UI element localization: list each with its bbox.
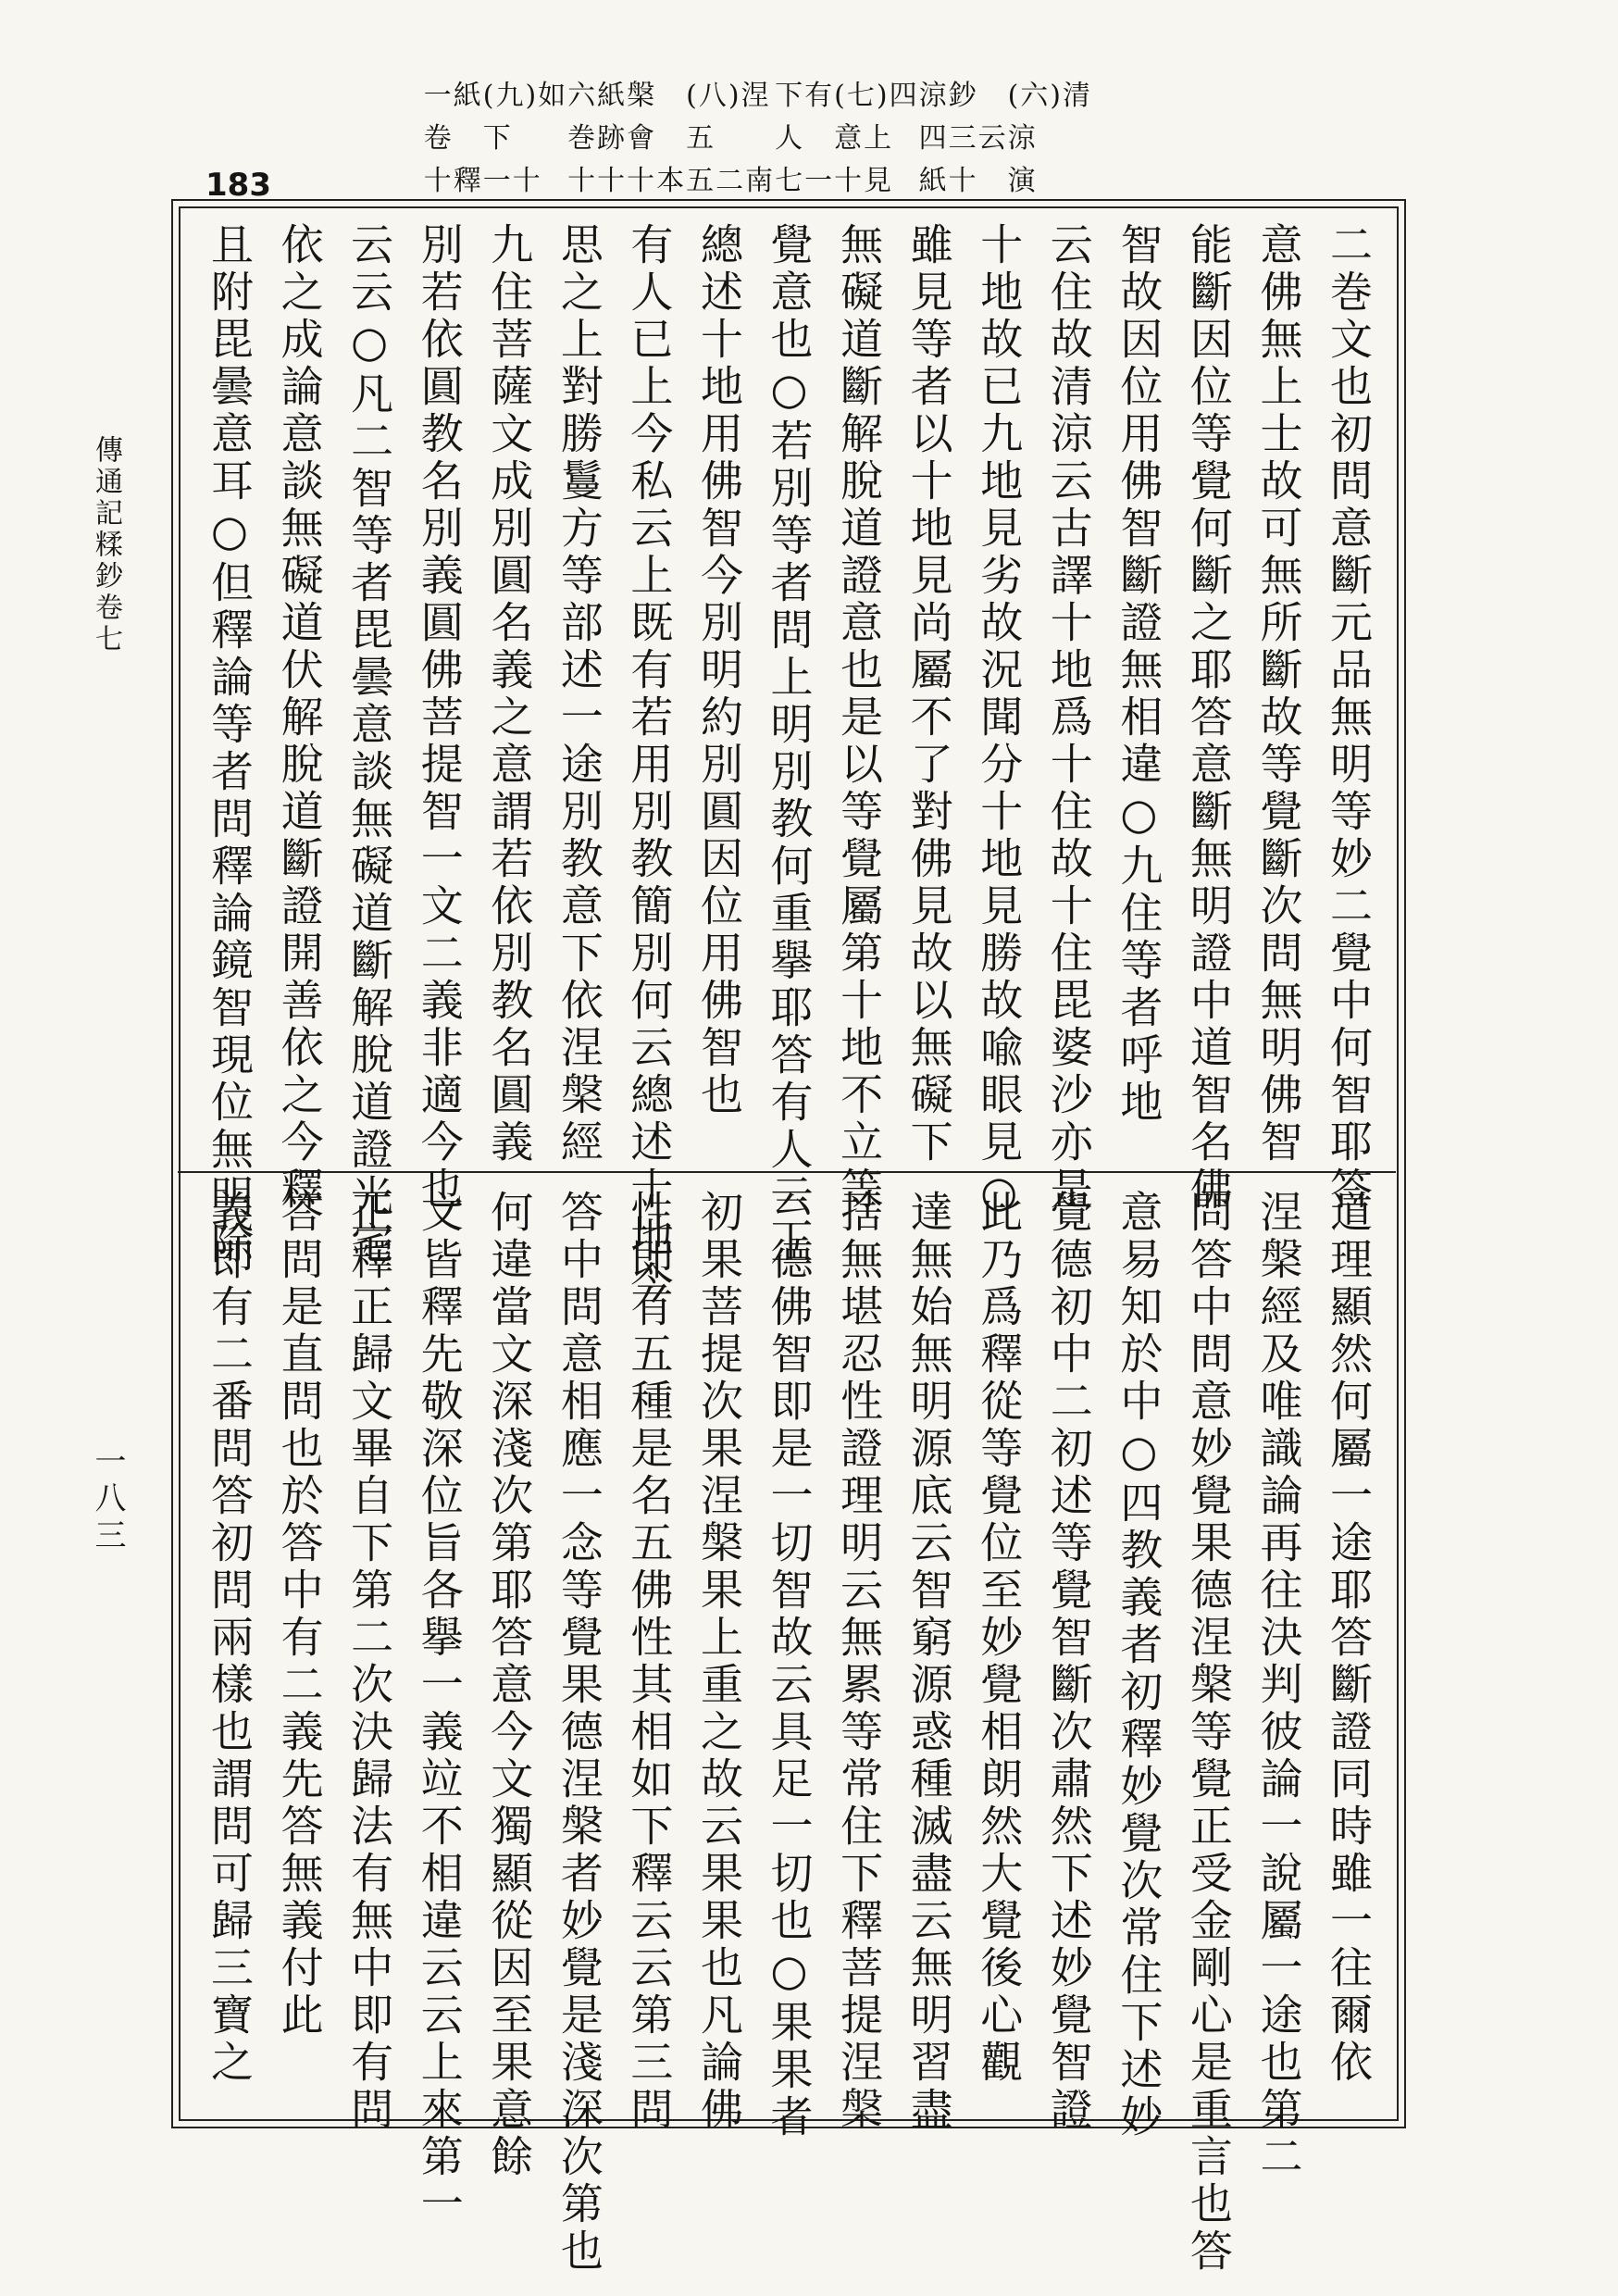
header-note: (七)四 意上 十見 <box>834 80 919 197</box>
header-note: (六)清 涼 演 <box>1007 80 1092 197</box>
text-column: 義即有二番問答初問兩樣也謂問可歸三寶之 <box>205 1190 255 2087</box>
text-column: 此乃爲釋從等覺位至妙覺相朗然大覺後心觀 <box>974 1190 1025 2087</box>
header-note: 六紙 巻跡 十十 <box>567 80 628 197</box>
text-column: 雖見等者以十地見尚屬不了對佛見故以無礙下 <box>903 222 954 1167</box>
text-column: 總述十地用佛智今別明約別圓因位用佛智也 <box>693 222 744 1119</box>
text-column: 初果菩提次果涅槃果上重之故云果果也凡論佛 <box>693 1190 744 2134</box>
page-number-kanji: 一八三 <box>89 1444 126 1555</box>
text-column: 道理顯然何屬一途耶答斷證同時雖一往爾依 <box>1324 1190 1374 2087</box>
upper-text-block <box>205 222 1374 1308</box>
text-column: 達無始無明源底云智窮源惑種滅盡云無明習盡 <box>903 1190 954 2134</box>
text-column: 意佛無上士故可無所斷故等覺斷次問無明佛智 <box>1253 222 1304 1167</box>
text-column: 性即有五種是名五佛性其相如下釋云云第三問 <box>624 1190 675 2134</box>
text-column: 問答中問意妙覺果德涅槃等覺正受金剛心是重言也答 <box>1183 1190 1234 2276</box>
text-column: 有人已上今私云上既有若用別教簡別何云總述十地今 <box>624 222 675 1308</box>
header-note: (九)如 下 一十 <box>482 80 568 197</box>
header-note: (八)涅 五 五二南 <box>686 80 776 197</box>
text-column: 且附毘曇意耳○但釋論等者問釋論鏡智現位無明除 <box>205 222 255 1268</box>
text-column: 涅槃經及唯識論再往決判彼論一說屬一途也第二 <box>1253 1190 1304 2181</box>
text-column: 文皆釋先敬深位旨各擧一義竝不相違云云上來第一 <box>414 1190 465 2228</box>
text-column: 十地故已九地見劣故況聞分十地見勝故喩眼見○ <box>974 222 1025 1221</box>
text-column: 答中問意相應一念等覺果德涅槃者妙覺是淺深次第也 <box>554 1190 604 2276</box>
text-column: 能斷因位等覺何斷之耶答意斷無明證中道智名佛 <box>1183 222 1234 1214</box>
text-column: 意易知於中○四教義者初釋妙覺次常住下述妙 <box>1114 1190 1164 2141</box>
text-column: 何違當文深淺次第耶答意今文獨顯從因至果意餘 <box>484 1190 535 2181</box>
text-column: 別若依圓教名別義圓佛菩提智一文二義非適今也 <box>414 222 465 1214</box>
text-column: 覺意也○若別等者問上明別教何重擧耶答有人云上 <box>764 222 815 1268</box>
text-column: 無礙道斷解脫道證意也是以等覺屬第十地不立等 <box>834 222 885 1214</box>
text-column: 捨無堪忍性證理明云無累等常住下釋菩提涅槃 <box>834 1190 885 2134</box>
text-column: 覺德初中二初述等覺智斷次肅然下述妙覺智證 <box>1043 1190 1094 2134</box>
text-column: 依之成論意談無礙道伏解脫道斷證開善依之今釋 <box>274 222 325 1214</box>
text-column: 云云○凡二智等者毘曇意談無礙道斷解脫道證光宅 <box>344 222 395 1268</box>
page-number-arabic: 183 <box>205 167 271 204</box>
lower-text-block <box>205 1190 1374 2276</box>
text-column: 正釋正歸文畢自下第二次決歸法有無中即有問 <box>344 1190 395 2134</box>
text-column: 九住菩薩文成別圓名義之意謂若依別教名圓義 <box>484 222 535 1167</box>
header-notes <box>423 72 1092 202</box>
text-column: 云住故清涼云古譯十地爲十住故十住毘婆沙亦是 <box>1043 222 1094 1214</box>
text-column: 答問是直問也於答中有二義先答無義付此 <box>274 1190 325 2040</box>
running-title: 傳通記糅鈔卷七 <box>90 435 122 655</box>
text-column: 二德佛智即是一切智故云具足一切也○果果者 <box>764 1190 815 2141</box>
text-column: 二巻文也初問意斷元品無明等妙二覺中何智耶答 <box>1324 222 1374 1214</box>
header-note: 涼鈔 四三云 紙十 <box>918 80 1008 197</box>
text-column: 智故因位用佛智斷證無相違○九住等者呼地 <box>1114 222 1164 1127</box>
text-column: 思之上對勝鬘方等部述一途別教意下依涅槃經 <box>554 222 604 1167</box>
header-note: 槃 會 十本 <box>627 80 687 197</box>
header-note: 一紙 卷 十釋 <box>423 80 483 197</box>
header-note: 下有 人 七一 <box>775 80 835 197</box>
